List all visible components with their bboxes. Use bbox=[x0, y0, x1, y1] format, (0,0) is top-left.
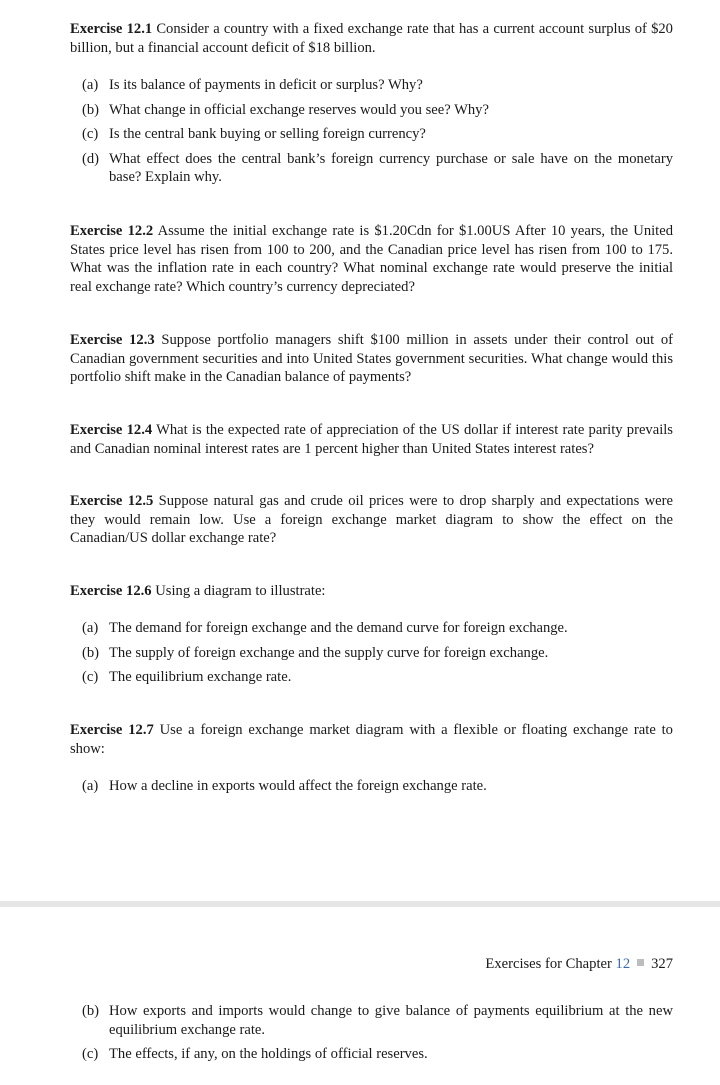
exercise-12-2 bbox=[70, 222, 673, 296]
list-item: (b) How exports and imports would change to give balance of payments equilibrium at the new equilibrium exchange rate. bbox=[82, 1003, 673, 1038]
list-item: (a) The demand for foreign exchange and the demand curve for foreign exchange. bbox=[82, 620, 568, 636]
exercise-title: Exercise 12.3 bbox=[70, 332, 155, 348]
exercise-title: Exercise 12.1 bbox=[70, 21, 153, 37]
exercise-12-4 bbox=[70, 421, 673, 458]
list-item: (a) How a decline in exports would affect the foreign exchange rate. bbox=[82, 778, 487, 794]
exercise-text: Assume the initial exchange rate is $1.20Cdn for $1.00US After 10 years, the United States price level has risen from 100 to 200, and the Canadian price level has risen from 100 to 175. What was the inflation rate in each country? What nominal exchange rate would preserve the initial real exchange rate? Which country’s currency depreciated? bbox=[70, 223, 673, 295]
exercise-text: Use a foreign exchange market diagram with a flexible or floating exchange rate to show: bbox=[70, 722, 673, 757]
exercise-12-6-items bbox=[82, 619, 673, 687]
exercise-text: Suppose portfolio managers shift $100 million in assets under their control out of Canadian government securities and into United States government securities. What change would this portfolio shift make in the Canadian balance of payments? bbox=[70, 332, 673, 386]
exercise-12-7-items-a bbox=[82, 777, 673, 796]
exercise-text: What is the expected rate of appreciation of the US dollar if interest rate parity prevails and Canadian nominal interest rates are 1 percent higher than United States interest rates? bbox=[70, 422, 673, 457]
exercise-12-6 bbox=[70, 582, 673, 601]
list-item: (c) The equilibrium exchange rate. bbox=[82, 669, 292, 686]
exercise-12-7 bbox=[70, 721, 673, 758]
exercise-12-1 bbox=[70, 20, 673, 57]
exercise-text: Using a diagram to illustrate: bbox=[155, 583, 326, 599]
exercise-title: Exercise 12.5 bbox=[70, 493, 154, 509]
header-chapter-number: 12 bbox=[615, 956, 631, 972]
list-item: (c) The effects, if any, on the holdings of official reserves. bbox=[82, 1046, 428, 1063]
list-item: (b) The supply of foreign exchange and the supply curve for foreign exchange. bbox=[82, 644, 549, 661]
page-number: 327 bbox=[651, 956, 673, 972]
separator-square-icon bbox=[637, 959, 644, 966]
exercise-title: Exercise 12.6 bbox=[70, 583, 152, 599]
list-item: (a) Is its balance of payments in deficit or surplus? Why? bbox=[82, 77, 423, 93]
header-chapter-text: Exercises for Chapter bbox=[485, 956, 612, 972]
list-item: (d) What effect does the central bank’s foreign currency purchase or sale have on the monetary base? Explain why. bbox=[82, 150, 673, 186]
exercise-12-5 bbox=[70, 492, 673, 548]
running-header bbox=[485, 956, 673, 973]
exercise-text: Suppose natural gas and crude oil prices were to drop sharply and expectations were they would remain low. Use a foreign exchange market diagram to show the effect on the Canadian/US dollar exchange rate? bbox=[70, 493, 673, 547]
exercise-12-7-items-continued bbox=[82, 1002, 673, 1064]
list-item: (c) Is the central bank buying or selling foreign currency? bbox=[82, 126, 426, 143]
exercise-12-1-items bbox=[82, 76, 673, 187]
list-item: (b) What change in official exchange reserves would you see? Why? bbox=[82, 101, 489, 118]
exercise-title: Exercise 12.7 bbox=[70, 722, 154, 738]
exercise-title: Exercise 12.4 bbox=[70, 422, 153, 438]
page-break bbox=[0, 901, 720, 907]
exercise-12-3 bbox=[70, 331, 673, 387]
exercise-title: Exercise 12.2 bbox=[70, 223, 154, 239]
exercise-text: Consider a country with a fixed exchange rate that has a current account surplus of $20 billion, but a financial account deficit of $18 billion. bbox=[70, 21, 673, 56]
